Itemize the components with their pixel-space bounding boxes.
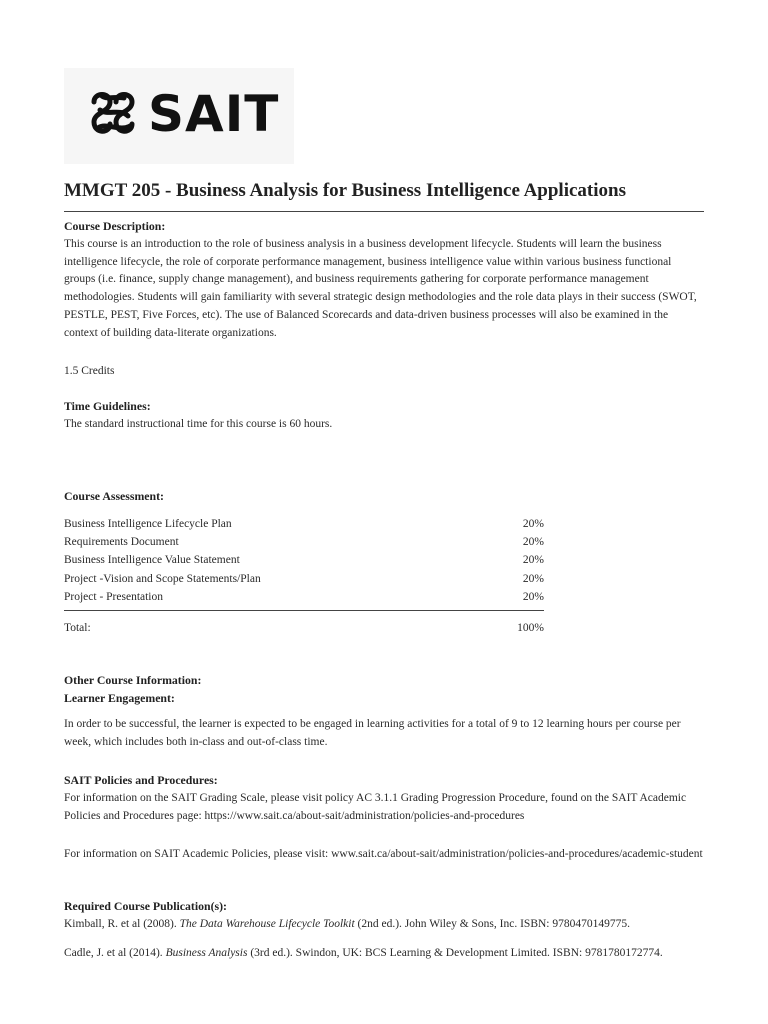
other-course-information-heading: Other Course Information: xyxy=(64,673,202,687)
assessment-total-label: Total: xyxy=(64,622,91,634)
assessment-item-weight: 20% xyxy=(522,572,544,585)
assessment-item-weight: 20% xyxy=(522,536,544,549)
publication-authors: Kimball, R. et al (2008). xyxy=(64,917,180,930)
publication-item xyxy=(64,945,704,963)
course-credits: 1.5 Credits xyxy=(64,365,115,377)
academic-policies-text: For information on SAIT Academic Policies, please visit: www.sait.ca/about-sait/administration/policies-and-procedures/academic-student xyxy=(64,848,703,860)
assessment-item-weight: 20% xyxy=(522,518,544,530)
assessment-item-label: Project - Presentation xyxy=(64,590,164,603)
sait-policies-heading: SAIT Policies and Procedures: xyxy=(64,773,218,787)
course-assessment-heading xyxy=(64,488,704,506)
publication-details: (3rd ed.). Swindon, UK: BCS Learning & Development Limited. ISBN: 9781780172774. xyxy=(247,947,663,959)
assessment-item-weight: 20% xyxy=(522,590,544,603)
page-title: MMGT 205 - Business Analysis for Business Intelligence Applications xyxy=(64,180,626,201)
assessment-total-row xyxy=(64,619,544,637)
assessment-item-label: Business Intelligence Value Statement xyxy=(64,554,240,567)
assessment-row xyxy=(64,570,544,588)
assessment-row xyxy=(64,588,544,606)
learner-engagement-heading: Learner Engagement: xyxy=(64,690,175,705)
assessment-item-weight: 20% xyxy=(522,554,544,567)
sait-policies-section xyxy=(64,772,704,825)
title-divider xyxy=(64,211,704,212)
assessment-item-label: Project -Vision and Scope Statements/Plan xyxy=(64,572,261,585)
required-publications-section xyxy=(64,898,704,934)
assessment-total-value: 100% xyxy=(517,622,544,634)
publication-authors: Cadle, J. et al (2014). xyxy=(64,947,166,959)
other-course-information-section xyxy=(64,672,704,708)
assessment-row xyxy=(64,515,544,533)
time-guidelines-heading: Time Guidelines: xyxy=(64,399,151,413)
sait-logo xyxy=(64,68,294,164)
course-description-text: This course is an introduction to the role of business analysis in a business development lifecycle. Students will learn the business intelligence lifecycle, the role of corporate performance management, business intelligence value within various business functional groups (i.e. finance, supply change management), and business requirements gathering for corporate performance management methodologies. Students will gain familiarity with several strategic design methodologies and the role data plays in their success (SWOT, PESTLE, PEST, Five Forces, etc). The use of Balanced Scorecards and data-driven business processes will also be examined in the context of building data-literate organizations. xyxy=(64,237,697,339)
assessment-row xyxy=(64,533,544,551)
publication-item xyxy=(64,916,704,934)
time-guidelines-text: The standard instructional time for this course is 60 hours. xyxy=(64,417,333,430)
assessment-item-label: Requirements Document xyxy=(64,536,179,549)
sait-logo-text: SAIT xyxy=(148,85,280,143)
assessment-row xyxy=(64,551,544,569)
publication-title: Business Analysis xyxy=(165,947,248,959)
grading-scale-text: For information on the SAIT Grading Scale, please visit policy AC 3.1.1 Grading Progression Procedure, found on the SAIT Academic Policies and Procedures page: https://www.sait.ca/about-sait/administration/policies-and-procedures xyxy=(64,791,687,822)
time-guidelines-section xyxy=(64,398,704,434)
sait-knot-logo-icon xyxy=(86,88,142,144)
publication-details: (2nd ed.). John Wiley & Sons, Inc. ISBN: 9780470149775. xyxy=(354,917,630,930)
assessment-total-divider xyxy=(64,610,544,611)
publication-title: The Data Warehouse Lifecycle Toolkit xyxy=(179,917,355,930)
required-publications-heading: Required Course Publication(s): xyxy=(64,899,227,913)
assessment-item-label: Business Intelligence Lifecycle Plan xyxy=(64,518,232,530)
course-description-heading: Course Description: xyxy=(64,219,166,233)
course-description-section xyxy=(64,218,704,343)
learner-engagement-text: In order to be successful, the learner is expected to be engaged in learning activities for a total of 9 to 12 learning hours per course per week, which includes both in-class and out-of-class time. xyxy=(64,718,681,748)
course-assessment-heading-text: Course Assessment: xyxy=(64,489,164,503)
assessment-table xyxy=(64,515,544,606)
